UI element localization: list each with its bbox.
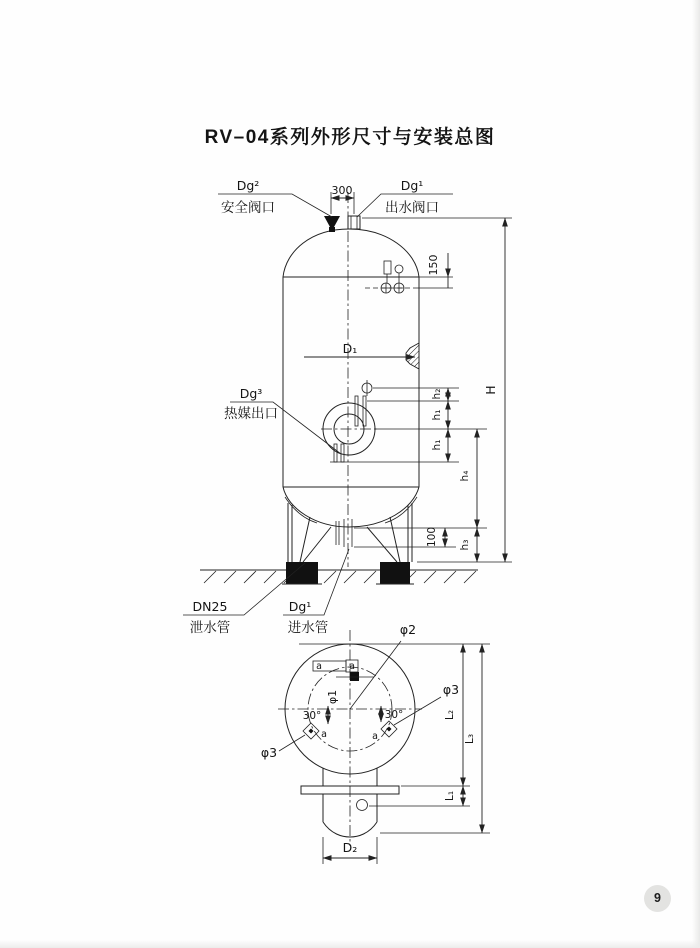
bottom-view bbox=[261, 622, 490, 864]
page-edge-right bbox=[692, 0, 700, 948]
svg-text:φ2: φ2 bbox=[399, 622, 417, 637]
outlet-valve-symbol bbox=[348, 216, 360, 229]
svg-text:φ3: φ3 bbox=[442, 682, 460, 697]
svg-text:h₁: h₁ bbox=[431, 409, 443, 421]
page-edge-bottom bbox=[0, 940, 700, 948]
side-nozzle-section bbox=[406, 343, 419, 369]
svg-text:L₁: L₁ bbox=[444, 790, 456, 802]
top-nozzle bbox=[313, 660, 374, 681]
drain-hole bbox=[357, 800, 368, 811]
dimension-L2 bbox=[444, 644, 463, 786]
phi3-left-label bbox=[261, 735, 305, 760]
dimension-leg-height bbox=[426, 527, 445, 547]
dimension-L1 bbox=[444, 786, 463, 806]
dim-D1-label: D₁ bbox=[342, 341, 358, 356]
phi1-label: φ1 bbox=[326, 689, 339, 705]
bolt-nozzle-right bbox=[372, 706, 403, 742]
dimension-h3 bbox=[459, 528, 477, 562]
phi2-label bbox=[350, 622, 416, 709]
svg-text:100: 100 bbox=[426, 526, 438, 548]
svg-text:φ3: φ3 bbox=[260, 745, 278, 760]
a-mark-top-left: a bbox=[316, 661, 322, 672]
dimension-L3 bbox=[464, 644, 482, 833]
heat-outlet-name: 热媒出口 bbox=[224, 406, 278, 422]
drain-name: 泄水管 bbox=[189, 620, 231, 636]
dim-300-label: 300 bbox=[331, 184, 353, 197]
safety-valve-size: Dg² bbox=[236, 178, 260, 193]
dimension-h4 bbox=[459, 429, 477, 528]
inlet-size: Dg¹ bbox=[288, 599, 312, 614]
svg-text:L₃: L₃ bbox=[464, 733, 476, 745]
a-mark-bottom-left: a bbox=[321, 729, 327, 740]
a-mark-top-right: a bbox=[349, 661, 355, 672]
heat-outlet-size: Dg³ bbox=[239, 386, 263, 401]
top-head bbox=[283, 229, 419, 277]
svg-text:h₁: h₁ bbox=[431, 439, 443, 451]
dimension-h1-upper bbox=[431, 401, 448, 429]
dimension-diameter bbox=[304, 341, 415, 357]
dimension-D2 bbox=[323, 837, 377, 864]
angle-left-label: 30° bbox=[302, 710, 322, 722]
svg-text:D₂: D₂ bbox=[342, 840, 358, 855]
outlet-valve-name: 出水阀口 bbox=[385, 200, 439, 216]
dimension-total-height bbox=[483, 218, 505, 562]
bolt-nozzle-left bbox=[303, 706, 328, 740]
svg-text:h₃: h₃ bbox=[459, 539, 471, 551]
a-mark-bottom-right: a bbox=[372, 731, 378, 742]
dim-150-label: 150 bbox=[427, 254, 440, 276]
safety-valve-label bbox=[218, 178, 332, 217]
heat-outlet-port bbox=[321, 396, 379, 462]
inlet-name: 进水管 bbox=[287, 620, 329, 636]
drain-size: DN25 bbox=[192, 599, 228, 614]
svg-text:h₂: h₂ bbox=[431, 388, 443, 400]
bottom-dish bbox=[283, 487, 419, 527]
svg-text:H: H bbox=[483, 385, 498, 395]
dimension-valve-spacing bbox=[331, 184, 354, 214]
outlet-valve-label bbox=[357, 178, 453, 217]
dimension-h1-lower bbox=[431, 429, 448, 462]
angle-right-label: 30° bbox=[384, 709, 404, 721]
svg-text:h₄: h₄ bbox=[459, 470, 471, 482]
svg-text:L₂: L₂ bbox=[444, 709, 456, 721]
small-port bbox=[362, 380, 372, 396]
outlet-valve-size: Dg¹ bbox=[400, 178, 424, 193]
side-view bbox=[183, 178, 512, 636]
drawing-title: RV–04系列外形尺寸与安装总图 bbox=[204, 127, 496, 148]
page-number-badge: 9 bbox=[644, 885, 671, 912]
dimension-h2 bbox=[431, 388, 448, 401]
inlet-pipe bbox=[336, 519, 352, 547]
safety-valve-name: 安全阀口 bbox=[221, 200, 275, 216]
support-legs bbox=[288, 503, 412, 562]
